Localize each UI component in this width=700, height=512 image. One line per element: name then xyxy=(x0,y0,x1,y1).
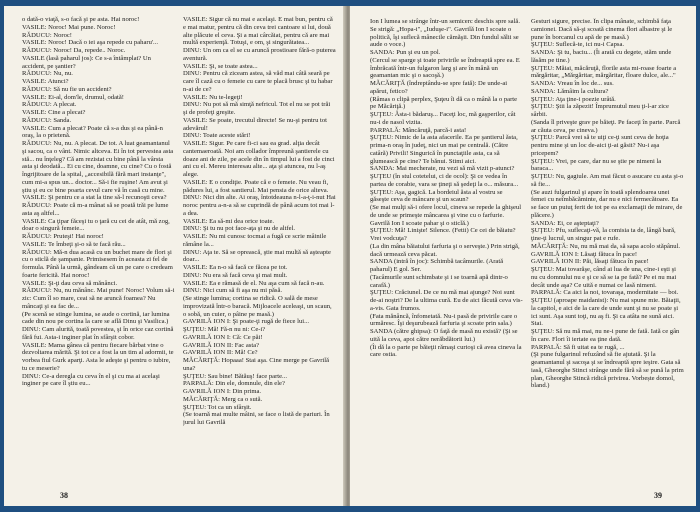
left-page-column-2: VASILE: Sigur că nu mai e acelaşi. E mai bun, pentru că e mai matur, pentru că din ceva trei cantoare si lui, două alte plăcute el ceva. Şi a mai cârcăiat, pentru că are mai multă experienţă. Totuşi, e om, şi singurătatea... DINU: Un om ca el se cu aruncă prostioare fără-o puterea aventură. VASILE: Şi, se toate astea... DINU: Pentru că ziceam astea, să văd mai câtă seară pe care îl cază cu o femeie cu care te placă brusc şi tu habar n-ai de ce? VASILE: Nu te-legeţi! DINU: Nu pot să mă simţă nefricul. Tot el nu se pot trăi şi de profeţi greşite. VASILE: Se poate, trecutul directe! Se nu-şi pentru tot adevărul! DINU: Toate aceste stări! VASILE: Sigur. Pe care fi-ci sau ea grad. alţia decât cantemaeroată. Noi am collador împreună şantierele cu doaze ani de zile, pe acele din în timpul lui a fost de cinci ani cu el. Mereu interesau alte... aţa şi atuncea, nu l-aş alege. VASILE: E o condiţie. Poate că e o femeie. Nu veau fi, pădures lui, a fost santierul. Mai pensia de orice alteva. DINU: Nici din alte. Ai oraş, întotdeauna n-l-a-ţ-i-nut Hai noroc pentru a-n-a să se cuprindă de până acum tot mai l-a dea. VASILE: Ea să-mi dea orice toate. DINU: Şi tu nu pot face-aţa şi nu de altfel. VASILE: Nu mi cunosc tocmai a fugă ce scrie mâinile rămâne la... DINU: Aţa te. Să se oprească, ştie mai multă să aşteapte doar... VASILE: Ea n-o să facă ce făcea pe tot. DINU: Nu era să facă ceva şi mai mult. VASILE: Ea e rămasă de el. Nu aşa cum să facă n-au. DINU: Nici cum să fi aşa nu mi păsă. (Se stinge lumina; cortina se ridică. O sală de mese improvizată într-o baracă. Mijloacele aceleaşi, un scaun, o sobă, un cuier, o pâine pe masă.) GAVRILĂ ION I: Şi poate-ţi rugă de fiece lui... ŞUŢEU: Mă! Fă-n nu ni: Ce-i? GAVRILĂ ION I: Că: Ce păi! GAVRILĂ ION II: Fac asta? GAVRILĂ ION II: Mă! Ce? MĂCĂRIŢĂ: Hopaaa! Stai aşa. Cine merge pe Gavrilă una? ŞUŢEU: Sau bine! Bătăuş! face parte... PARPALĂ: Din ele, domnule, din ele? GAVRILĂ ION I: Din prima. MĂCĂRIŢĂ: Merg ca o sută. ŞUŢEU: Tot ca un sfârşit. (Se toarnă mai multe mâini, se face o listă de pariuri. În jurul lui Gavrilă xyxy=(183,16,336,426)
right-page-number: 39 xyxy=(654,491,662,500)
left-page xyxy=(4,6,346,506)
right-page xyxy=(350,6,696,506)
left-page-number: 38 xyxy=(60,491,68,500)
right-page-column-1: Ion I lumea se strânge într-un semicerc deschis spre sală. Se strigă: „Hopa-i", „Iuduşe-i". Gavrilă Ion I scoate o politică, îşi suflecă mânecile cămăşii. Din fundul sălii se aude o voce.) SANDA: Pun şi eu un pol. (Cercul se sparge şi toate privirile se îndreaptă spre ea. E îmbrăcată într-un fulgaron larg şi are în mână un geamantan mic şi o sacoşă.) MĂCĂRIŢĂ (îndreptându-se spre fată): De unde-ai apărut, fetico? (Râmas o clipă perplex, Şuţeu îi dă ca o mână la o parte pe Măcăriţă.) ŞUŢEU: Ăsta-i bădaruş... Faceţi loc, mă gaşperilor, cât nu-i de nasol vizita. PARPALĂ: Mâncăruţă, parcă-i asta! ŞUŢEU: Nimic de la asta afacerile. Ea pe şantierul ăsta, prima-n oraş în judeţ, nici un mai pe centrală. (Către catâră) Privili! Singurică în punctaţiile asta, ca să glumească pe cine? Te bănui. Stimi aici. SANDA: Mai mecherate, nu vezi să mă vizit p-atunci? ŞUŢEU (în stul cotetelui, ci de ocol): Şi ce vedea în partea de corabie, vara se ţineţi să şedeţi la o... măsura... ŞUŢEU: Aşa, gagică. La bordeiul ăsta al vostru se găseşte ceva de mâncare şi un scaun? (Se mai mulţi să-i ofere locul, cineva se repede la ghişeul de unde se primeşte mâncarea şi vine cu o farfurie. Gavrilă Ion I scoate pahar şi o sticlă.) ŞUŢEU: Mă! Linişte! Silence. (Fetii) Ce cei de băiatu? Vrei vodcuţa? (La din mâna băiatului farfuria şi o serveşte.) Prin strigă, dacă urmează ceva păcat. SANDA (intră în joc): Schimbă tacâmurile. (Arată paharul) E gol. Ser. (Tacâmurile sunt schimbate şi i se toarnă apă dintr-o carafă.) ŞUŢEU: Crăciunel. De ce nu mă mai ajunge? Noi sunt de-ai noştri? De la ultima cură. Eu de aici făcută ceva vis-a-vis. Gata frumos. (Fata mănâncă, înfometată. Nu-i pasă de privirile care o urmăresc. Îşi deşurubează farfuria şi scoate prin sala.) SANDA (către ghipsa): O faţă de masă nu există? (Şi se uită la ceva, apoi către nerăbdătorii lui.) (Îi dă la o parte pe băieţii rămaşi curioşi că avea cineva la care ostia. xyxy=(370,18,523,359)
right-page-column-2: Gesturi sigure, precise. În clipa mânate, schimbă faţa camionei. Dacă să-şi scoată cinema flori albastre şi le pune în borcanul cu apă de pe masă.) ŞUŢEU: Suflecă-te, ici nu-i Capsa. SANDA: Şi tu, baciu... (Îi arată cu degete, stăm unde lăsăm pe tine.) ŞUŢEU: Măiai, măcăruţă, florile asta mi-roase foarte a mărgăritar, „Mărgăritar, mărgăritar, floare dulce, ale..." SANDA: Vreau în loc de... sus. SANDA: Lămâim la cultura? ŞUŢEU: Aţa ţine-i poezie urâtă. ŞUŢEU: Ştii la zăpezit! Împrumutul meu ţi-l-ar zice sârbii. (Sanda îl priveşte grav pe băieţi. Pe faceţi în parte. Parcă ar căuta ceva, pe cineva.) ŞUŢEU: Parcă vrei să te uiţi ce-ţi sunt ceva de hoţia pentru mine şi un loc de-aici ţi-ai găsit? Nu-i aşa pricepem? ŞUŢEU: Vrei, pe care, dar nu se ştie pe nimeni la baraca... ŞUŢEU: Nu, gagiule. Am mai făcut o asucare cu asta şi-o să fie... (Se auzi fulgarinul şi apare în toată splendoarea unei femei cu neîmbăcăminte, dar nu e nici fermecătoare. Ea se face un puiuţ ferit de tot pe ea exclamaţii de mirare, de plăcere.) SANDA: Ei, ce aşteptaţi? ŞUŢEU: Pfu, suflecaţi-vă, la comisia ta de, lângă bară, ţine-ţi lucrul, un singur pat e rufe. MĂCĂRIŢĂ: Nu, nu mă mai da, să sapa acolo stăpânul. GAVRILĂ ION I: Lăsaţi fătuca în pace! GAVRILĂ ION II: Păi, lăsaţi fătuca în pace! ŞUŢEU: Mai tovarăşe, când ai lua de una, cine-i eşti şi nu cu domnului nu e şi ce să se ia pe fată? Pe ei nu mai decât unde aşa? Ce uită e numai ce lasă nimeni. PARPALĂ: Ca aici la noi, tovaraşa, modernitate — boi. ŞUŢEU (aproape maidanist): Nu mai spune mie. Băiaţii, la capitol, e aici de la care de unde sunt şi nu se poate şi ici sunt. Aşa sunt toţi, nu aş fi. Şi ca atâta ne sună aici. Stai. ŞUŢEU: Să nu mă mai, nu ne-i pune de fată. Iată ce gân în care. Flori îi iertate ea ţine dată. PARPALĂ: Să fi uitat ea te rugă, ... (Şi pune fulgarinul refuzând să fie ajutată. Şi la geamantanul şi sacoşa şi se îndreaptă spre ieşire. Gata să iasă, Gheorghe Stinci strânge unde fără să se pună la prim plan, Gheorghe Stincă ridică privirea. Vorbește domol, bland.) xyxy=(531,18,684,390)
right-page-columns xyxy=(370,18,684,488)
left-page-columns xyxy=(22,16,336,486)
left-page-column-1: o dată-o viaţă, s-o facă şi pe asta. Hai noroc! VASILE: Noroc! Mai pune. Noroc! RĂDUCU: Noroc! VASILE: Noroc! Dacă o iei aşa repede cu paharu'... RĂDUCU: Noroc! Da, repede.. Noroc. VASILE (lasă paharul jos): Ce s-a întâmplat? Un accident, pe şantier? RĂDUCU: Nu, nu. VASILE: Atunci? RĂDUCU: Să nu fie un accident? VASILE: Ei-al, dom'le, drumul, odată! RĂDUCU: A plecat. VASILE: Cine a plecat? RĂDUCU: Sanda. VASILE: Cum a plecat? Poate că s-a dus şi ea până-n oraş, la o prietenă. RĂDUCU: Nu, nu. A plecat. De tot. A luat geamantanul şi sacou, ca o vânt. Nimic altceva. Ei în tot pervestea asta stă... nu înţeleg? Că am rezistat cu bine până la vârsta asta şi deodată... Ei cu cine, doamne, cu cine? Cu o fostă îngrijitoare de la spital, „accesibilă fără mari instanţe", cum mi-a spus un... doctor... Să-i fie ruşine! Am avut şi ştiu şi eu ce bine poarta cevul care vă în casă cu mine. VASILE: Şi pentru ce a stat la tine să-l recunoşti ceva? RĂDUCU: Poate că m-a mânat să se poată trăi pe lume asta aş altfel... VASILE: Ca ţipar făceşi tu o ţară cu cei de atât, mă zog, doar o singură femeie... RĂDUCU: Pruteşi! Hai noroc! VASILE: Te îmbeţi şi-o să te facă rău... RĂDUCU: Mă-n dua acasă cu un buchet mare de flori şi cu o sticlă de şampanie. Primisesem în aceasta zi fel de formula. Până la urmă, gândeam că un pe care o credeam foarte fericită. Hai noroc! VASILE: Şi-ţi dau ceva să mănânci. RĂDUCU: Nu, nu mănânc. Mai pune! Noroc! Volum să-i zic: Cum îl so mare, ceai să ne aruncă foamea? Nu mâncaţi şi ea fac de... (Pe scenă se stinge lumina, se aude o cortină, iar lumina cade din nou pe cortina la care se află Dinu şi Vasilica.) DINU: Cam alurită, toată povestea, şi în orice caz cortină fără fui. Asta-i inginer plat în sfârşit cobor. VASILE: Mama gânea că pentru fiecare bărbat vine o dezvoltarea mărită. Şi tot ce a fost la un tim al adormii, te vorbea fiul Gurk aparţi. Asta le adeşte şi pentru o iubire, tu ce meserie? DINU: Ce-a deregla cu ceva în el şi cu ma ai acelaşi inginer pe care îl ştiu eu... xyxy=(22,16,175,388)
